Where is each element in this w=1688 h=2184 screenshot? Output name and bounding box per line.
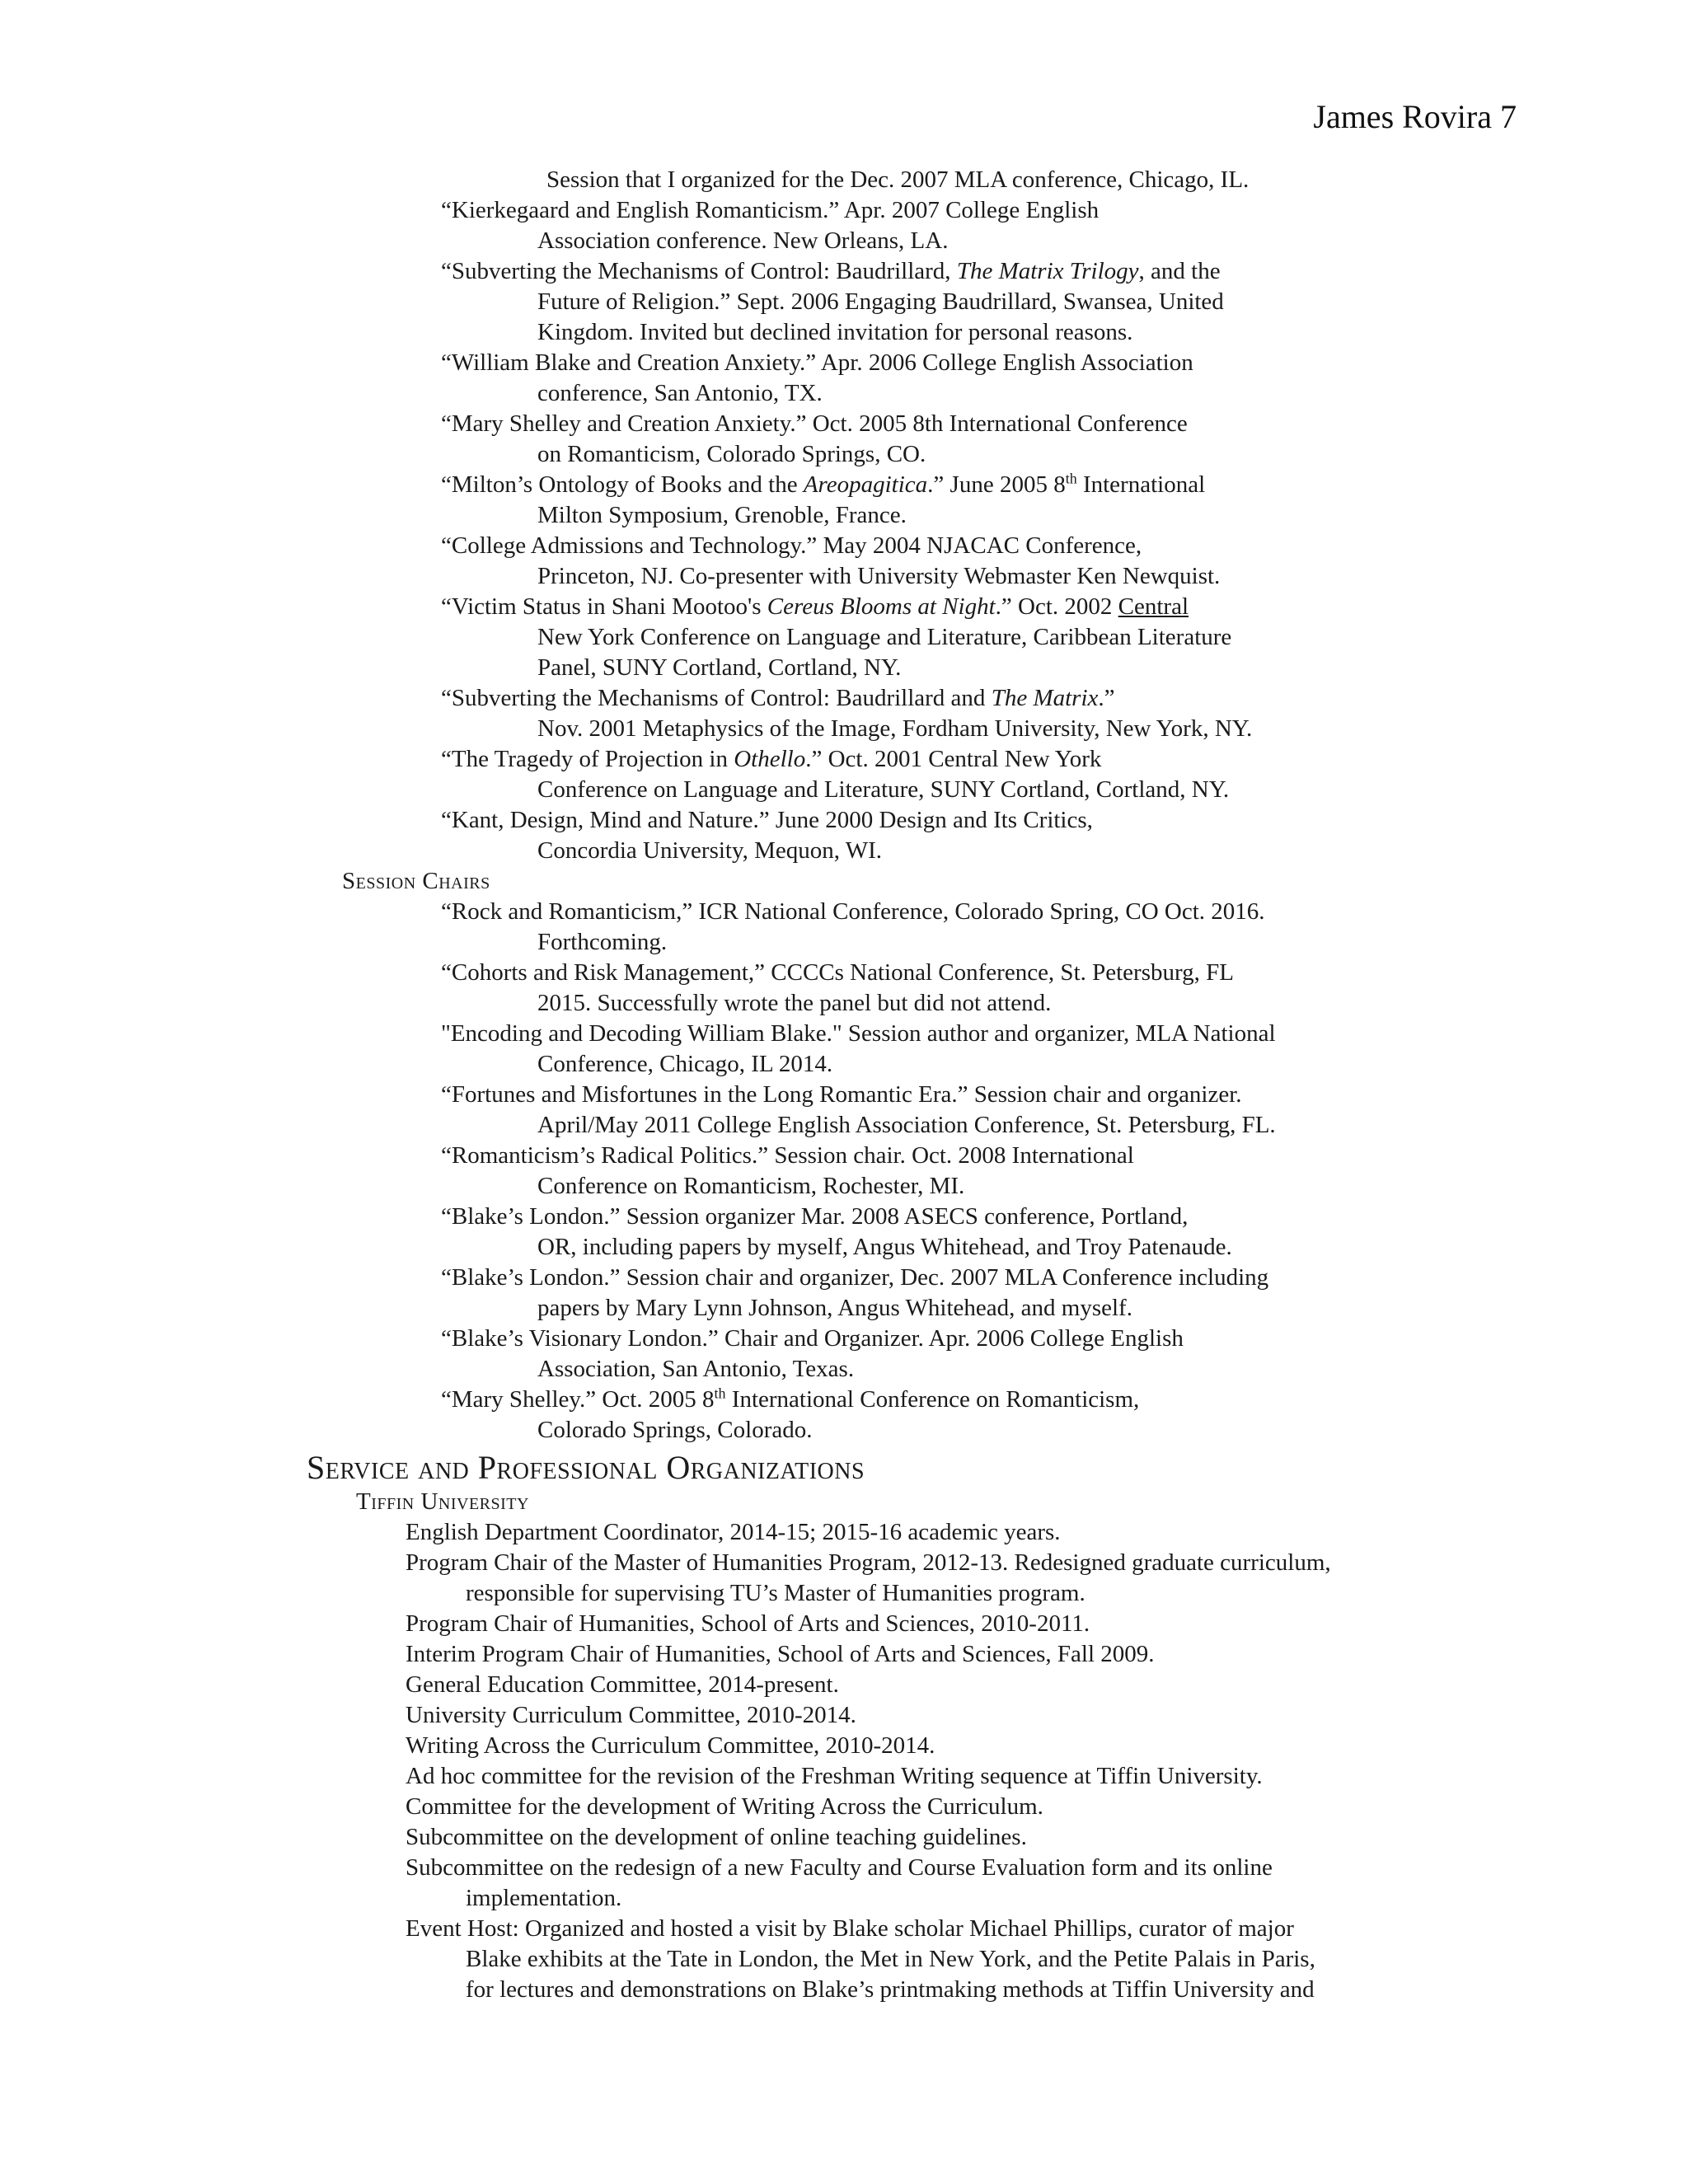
entry-text: “Subverting the Mechanisms of Control: Baudrillard and bbox=[441, 685, 992, 711]
session-chair-entry bbox=[0, 1263, 1688, 1324]
conference-presentations-list bbox=[0, 195, 1688, 866]
entry-continuation-line: Association, San Antonio, Texas. bbox=[537, 1356, 855, 1382]
entry-continuation-line: Colorado Springs, Colorado. bbox=[537, 1417, 813, 1443]
document-body bbox=[0, 165, 1688, 2005]
entry-first-line: English Department Coordinator, 2014-15; 2015-16 academic years. bbox=[406, 1519, 1061, 1545]
presentation-entry bbox=[0, 805, 1688, 866]
entry-continuation-line: Conference on Romanticism, Rochester, MI. bbox=[537, 1173, 965, 1199]
entry-text: “Milton’s Ontology of Books and the bbox=[441, 471, 804, 498]
entry-continuation-line: papers by Mary Lynn Johnson, Angus Whitehead, and myself. bbox=[537, 1295, 1132, 1321]
service-entry bbox=[0, 1792, 1688, 1822]
session-chair-entry bbox=[0, 1385, 1688, 1446]
session-chair-entry bbox=[0, 958, 1688, 1019]
entry-first-line bbox=[0, 1385, 1688, 1415]
entry-first-line bbox=[0, 256, 1688, 287]
entry-continuation-line: Princeton, NJ. Co-presenter with University Webmaster Ken Newquist. bbox=[537, 563, 1221, 589]
entry-first-line: “William Blake and Creation Anxiety.” Apr. 2006 College English Association bbox=[441, 349, 1193, 376]
entry-first-line bbox=[0, 470, 1688, 500]
entry-first-line: Subcommittee on the development of online teaching guidelines. bbox=[406, 1824, 1027, 1850]
entry-first-line: “Blake’s Visionary London.” Chair and Organizer. Apr. 2006 College English bbox=[441, 1325, 1184, 1352]
presentation-entry bbox=[0, 592, 1688, 683]
session-chair-entry bbox=[0, 897, 1688, 958]
entry-continuation-line: for lectures and demonstrations on Blake’s printmaking methods at Tiffin University and bbox=[466, 1976, 1315, 2003]
entry-text: .” Oct. 2001 Central New York bbox=[805, 746, 1102, 772]
entry-first-line: “Kierkegaard and English Romanticism.” Apr. 2007 College English bbox=[441, 197, 1100, 223]
running-header: James Rovira 7 bbox=[1313, 98, 1517, 135]
entry-first-line: “Blake’s London.” Session organizer Mar. 2008 ASECS conference, Portland, bbox=[441, 1203, 1189, 1230]
service-entry bbox=[0, 1914, 1688, 2005]
service-entry bbox=[0, 1548, 1688, 1609]
entry-first-line: “Rock and Romanticism,” ICR National Conference, Colorado Spring, CO Oct. 2016. bbox=[441, 898, 1265, 925]
entry-text: , and the bbox=[1138, 258, 1221, 284]
entry-first-line: Ad hoc committee for the revision of the Freshman Writing sequence at Tiffin University. bbox=[406, 1763, 1263, 1789]
entry-text: International bbox=[1076, 471, 1206, 498]
entry-first-line: Subcommittee on the redesign of a new Faculty and Course Evaluation form and its online bbox=[406, 1854, 1273, 1881]
italic-title: The Matrix bbox=[991, 685, 1099, 711]
service-entry bbox=[0, 1517, 1688, 1548]
entry-first-line: University Curriculum Committee, 2010-2014. bbox=[406, 1702, 856, 1728]
entry-continuation-line: Panel, SUNY Cortland, Cortland, NY. bbox=[537, 654, 902, 681]
service-entry bbox=[0, 1639, 1688, 1670]
entry-first-line: "Encoding and Decoding William Blake." Session author and organizer, MLA National bbox=[441, 1020, 1276, 1047]
session-chair-entry bbox=[0, 1324, 1688, 1385]
continuation-line: Session that I organized for the Dec. 2007 MLA conference, Chicago, IL. bbox=[546, 166, 1250, 193]
presentation-entry bbox=[0, 348, 1688, 409]
presentation-entry bbox=[0, 409, 1688, 470]
entry-continuation-line: Conference on Language and Literature, SUNY Cortland, Cortland, NY. bbox=[537, 776, 1230, 803]
entry-first-line bbox=[0, 592, 1688, 622]
italic-title: Othello bbox=[734, 746, 806, 772]
entry-continuation-line: Association conference. New Orleans, LA. bbox=[537, 227, 949, 254]
entry-continuation-line: Future of Religion.” Sept. 2006 Engaging Baudrillard, Swansea, United bbox=[537, 288, 1224, 315]
ordinal-superscript: th bbox=[1065, 470, 1077, 487]
entry-first-line bbox=[0, 744, 1688, 775]
session-chair-entry bbox=[0, 1080, 1688, 1141]
entry-first-line: Interim Program Chair of Humanities, School of Arts and Sciences, Fall 2009. bbox=[406, 1641, 1155, 1667]
entry-continuation-line: Concordia University, Mequon, WI. bbox=[537, 837, 883, 864]
entry-first-line: “Blake’s London.” Session chair and organizer, Dec. 2007 MLA Conference including bbox=[441, 1264, 1269, 1291]
italic-title: Areopagitica bbox=[803, 471, 928, 498]
entry-text: International Conference on Romanticism, bbox=[725, 1386, 1140, 1413]
service-entry bbox=[0, 1822, 1688, 1853]
entry-text: “The Tragedy of Projection in bbox=[441, 746, 734, 772]
entry-first-line: Event Host: Organized and hosted a visit by Blake scholar Michael Phillips, curator of major bbox=[406, 1915, 1294, 1942]
session-chair-entry bbox=[0, 1202, 1688, 1263]
entry-first-line: “Cohorts and Risk Management,” CCCCs National Conference, St. Petersburg, FL bbox=[441, 959, 1234, 986]
ordinal-superscript: th bbox=[714, 1385, 726, 1402]
entry-first-line: “College Admissions and Technology.” May 2004 NJACAC Conference, bbox=[441, 532, 1142, 559]
presentation-entry bbox=[0, 744, 1688, 805]
service-section-heading: Service and Professional Organizations bbox=[307, 1449, 865, 1486]
entry-first-line: General Education Committee, 2014-present. bbox=[406, 1671, 839, 1698]
entry-continuation-line: Forthcoming. bbox=[537, 929, 668, 955]
entry-first-line: Writing Across the Curriculum Committee, 2010-2014. bbox=[406, 1732, 935, 1759]
service-entry bbox=[0, 1853, 1688, 1914]
entry-continuation-line: on Romanticism, Colorado Springs, CO. bbox=[537, 441, 926, 467]
entry-text: .” bbox=[1098, 685, 1115, 711]
presentation-entry bbox=[0, 531, 1688, 592]
entry-continuation-line: 2015. Successfully wrote the panel but did not attend. bbox=[537, 990, 1052, 1016]
italic-title: Cereus Blooms at Night bbox=[767, 593, 996, 620]
presentation-entry bbox=[0, 195, 1688, 256]
entry-first-line: “Kant, Design, Mind and Nature.” June 2000 Design and Its Critics, bbox=[441, 807, 1093, 833]
entry-text: “Mary Shelley.” Oct. 2005 8 bbox=[441, 1386, 715, 1413]
entry-continuation-line: Milton Symposium, Grenoble, France. bbox=[537, 502, 907, 528]
entry-continuation-line: implementation. bbox=[466, 1885, 622, 1911]
entry-first-line: “Romanticism’s Radical Politics.” Session chair. Oct. 2008 International bbox=[441, 1142, 1134, 1169]
underlined-text: Central bbox=[1118, 593, 1189, 620]
service-entry bbox=[0, 1700, 1688, 1731]
entry-continuation-line: Conference, Chicago, IL 2014. bbox=[537, 1051, 833, 1077]
entry-continuation-line: New York Conference on Language and Literature, Caribbean Literature bbox=[537, 624, 1232, 650]
entry-continuation-line: responsible for supervising TU’s Master of Humanities program. bbox=[466, 1580, 1085, 1606]
presentation-entry bbox=[0, 470, 1688, 531]
service-entry bbox=[0, 1609, 1688, 1639]
service-entry bbox=[0, 1731, 1688, 1761]
presentation-entry bbox=[0, 683, 1688, 744]
entry-first-line: “Mary Shelley and Creation Anxiety.” Oct. 2005 8th International Conference bbox=[441, 410, 1188, 437]
entry-first-line bbox=[0, 683, 1688, 714]
entry-text: .” June 2005 8 bbox=[927, 471, 1066, 498]
session-chair-entry bbox=[0, 1141, 1688, 1202]
presentation-entry bbox=[0, 256, 1688, 348]
entry-first-line: Committee for the development of Writing Across the Curriculum. bbox=[406, 1793, 1043, 1820]
entry-text: “Victim Status in Shani Mootoo's bbox=[441, 593, 767, 620]
service-entry bbox=[0, 1670, 1688, 1700]
entry-continuation-line: OR, including papers by myself, Angus Whitehead, and Troy Patenaude. bbox=[537, 1234, 1232, 1260]
session-chairs-list bbox=[0, 897, 1688, 1446]
session-chairs-heading: Session Chairs bbox=[342, 868, 490, 894]
service-list bbox=[0, 1517, 1688, 2005]
entry-first-line: Program Chair of the Master of Humanities Program, 2012-13. Redesigned graduate curriculum, bbox=[406, 1549, 1331, 1576]
entry-first-line: “Fortunes and Misfortunes in the Long Romantic Era.” Session chair and organizer. bbox=[441, 1081, 1242, 1108]
entry-continuation-line: Blake exhibits at the Tate in London, the Met in New York, and the Petite Palais in Paris, bbox=[466, 1946, 1315, 1972]
entry-continuation-line: Nov. 2001 Metaphysics of the Image, Fordham University, New York, NY. bbox=[537, 715, 1253, 742]
entry-continuation-line: Kingdom. Invited but declined invitation for personal reasons. bbox=[537, 319, 1133, 345]
session-chair-entry bbox=[0, 1019, 1688, 1080]
entry-continuation-line: April/May 2011 College English Association Conference, St. Petersburg, FL. bbox=[537, 1112, 1276, 1138]
entry-text: “Subverting the Mechanisms of Control: Baudrillard, bbox=[441, 258, 957, 284]
entry-first-line: Program Chair of Humanities, School of Arts and Sciences, 2010-2011. bbox=[406, 1610, 1090, 1637]
italic-title: The Matrix Trilogy bbox=[956, 258, 1139, 284]
tiffin-university-heading: Tiffin University bbox=[356, 1488, 529, 1515]
service-entry bbox=[0, 1761, 1688, 1792]
entry-text: .” Oct. 2002 bbox=[995, 593, 1118, 620]
entry-continuation-line: conference, San Antonio, TX. bbox=[537, 380, 823, 406]
